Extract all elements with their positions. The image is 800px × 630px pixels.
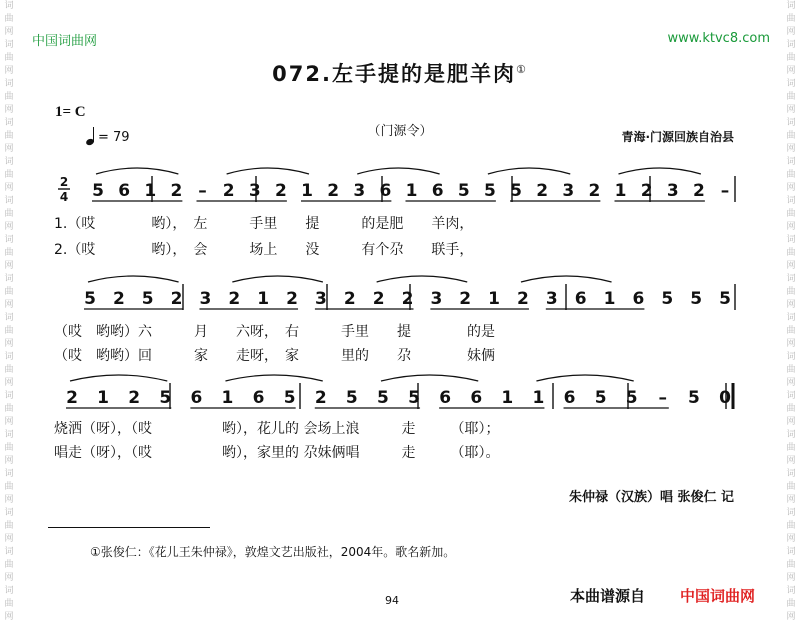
watermark-glyph: 曲 <box>786 326 796 336</box>
slur-arc <box>232 276 323 282</box>
watermark-glyph: 词 <box>4 508 14 518</box>
watermark-glyph: 网 <box>4 573 14 583</box>
watermark-glyph: 网 <box>4 183 14 193</box>
slur-arc <box>70 375 167 381</box>
score-note: – <box>720 181 730 201</box>
performer-credits: 朱仲禄（汉族）唱 张俊仁 记 <box>568 490 734 505</box>
score-note: 6 <box>252 388 265 408</box>
lyric-line-3-verse-2: 唱走（呀），（哎 哟），家里的 尕妹俩唱 走 （耶）。 <box>54 445 500 461</box>
watermark-glyph: 词 <box>4 586 14 596</box>
watermark-glyph: 曲 <box>4 209 14 219</box>
score-note: 5 <box>141 289 154 309</box>
score-note: – <box>198 181 207 201</box>
score-note: 6 <box>563 388 576 408</box>
score-note: 3 <box>353 181 366 201</box>
score-note: 6 <box>379 181 392 201</box>
watermark-glyph: 曲 <box>4 170 14 180</box>
score-note: 5 <box>661 289 674 309</box>
slur-arc <box>536 375 633 381</box>
song-origin: 青海·门源回族自治县 <box>621 130 734 144</box>
lyric-line-2-verse-2: （哎 哟哟）回 家 走呀， 家 里的 尕 妹俩 <box>54 348 495 364</box>
watermark-glyph: 网 <box>4 66 14 76</box>
score-note: 6 <box>118 181 131 201</box>
watermark-glyph: 网 <box>4 300 14 310</box>
score-note: 3 <box>248 181 261 201</box>
score-note: 5 <box>345 388 358 408</box>
watermark-glyph: 网 <box>786 222 796 232</box>
slur-arc <box>225 375 322 381</box>
watermark-glyph: 词 <box>786 352 796 362</box>
source-prefix: 本曲谱源自 <box>570 587 646 605</box>
slur-arc <box>88 276 179 282</box>
score-note: 3 <box>666 181 679 201</box>
slur-arc <box>521 276 612 282</box>
score-note: 0 <box>719 388 731 408</box>
watermark-glyph: 曲 <box>786 560 796 570</box>
score-note: 2 <box>692 181 705 201</box>
score-note: 3 <box>199 289 212 309</box>
slur-arc <box>227 168 309 174</box>
watermark-glyph: 曲 <box>786 521 796 531</box>
footnote-divider <box>48 527 210 528</box>
score-note: 2 <box>274 181 287 201</box>
score-note: 6 <box>574 289 587 309</box>
score-note: – <box>658 388 668 408</box>
score-note: 6 <box>431 181 444 201</box>
watermark-glyph: 词 <box>786 274 796 284</box>
page-number: 94 <box>385 594 399 607</box>
score-note: 6 <box>190 388 203 408</box>
watermark-glyph: 曲 <box>786 443 796 453</box>
watermark-glyph: 曲 <box>786 170 796 180</box>
watermark-glyph: 网 <box>786 417 796 427</box>
watermark-glyph: 网 <box>4 378 14 388</box>
watermark-glyph: 词 <box>786 79 796 89</box>
score-note: 2 <box>112 289 125 309</box>
watermark-glyph: 曲 <box>786 365 796 375</box>
watermark-glyph: 曲 <box>4 131 14 141</box>
score-note: 5 <box>687 388 700 408</box>
source-site-link[interactable]: 中国词曲网 <box>680 587 756 605</box>
watermark-glyph: 词 <box>4 313 14 323</box>
watermark-glyph: 词 <box>786 430 796 440</box>
score-note: 1 <box>614 181 627 201</box>
watermark-glyph: 词 <box>786 586 796 596</box>
watermark-glyph: 曲 <box>4 404 14 414</box>
watermark-glyph: 网 <box>786 339 796 349</box>
score-note: 3 <box>562 181 575 201</box>
score-note: 6 <box>439 388 452 408</box>
watermark-glyph: 词 <box>4 79 14 89</box>
site-url-link[interactable]: www.ktvc8.com <box>667 31 770 46</box>
score-note: 5 <box>408 388 420 408</box>
score-note: 2 <box>286 289 298 309</box>
song-subtitle: （门源令） <box>367 124 433 139</box>
watermark-glyph: 曲 <box>786 53 796 63</box>
score-note: 1 <box>221 388 234 408</box>
watermark-glyph: 词 <box>4 40 14 50</box>
slur-arc <box>96 168 178 174</box>
watermark-glyph: 网 <box>4 456 14 466</box>
watermark-glyph: 网 <box>786 495 796 505</box>
watermark-glyph: 词 <box>786 391 796 401</box>
time-signature-bottom: 4 <box>59 190 69 204</box>
score-note: 2 <box>459 289 472 309</box>
watermark-glyph: 曲 <box>4 92 14 102</box>
score-note: 2 <box>128 388 141 408</box>
watermark-glyph: 网 <box>786 612 796 622</box>
watermark-glyph: 词 <box>4 196 14 206</box>
watermark-glyph: 网 <box>786 573 796 583</box>
score-note: 1 <box>97 388 110 408</box>
score-note: 2 <box>372 289 385 309</box>
lyric-line-1-verse-1: 1.（哎 哟）， 左 手里 提 的是肥 羊肉， <box>54 216 474 232</box>
score-note: 5 <box>594 388 607 408</box>
watermark-glyph: 曲 <box>786 248 796 258</box>
watermark-glyph: 网 <box>4 534 14 544</box>
score-note: 1 <box>301 181 313 201</box>
watermark-glyph: 词 <box>786 196 796 206</box>
watermark-glyph: 曲 <box>4 53 14 63</box>
score-note: 2 <box>228 289 241 309</box>
watermark-glyph: 网 <box>4 417 14 427</box>
score-note: 5 <box>483 181 496 201</box>
watermark-glyph: 词 <box>786 118 796 128</box>
score-note: 6 <box>470 388 483 408</box>
watermark-glyph: 曲 <box>786 131 796 141</box>
score-note: 5 <box>625 388 638 408</box>
watermark-glyph: 词 <box>4 274 14 284</box>
watermark-glyph: 网 <box>786 261 796 271</box>
score-note: 2 <box>314 388 327 408</box>
score-note: 1 <box>144 181 157 201</box>
watermark-glyph: 曲 <box>4 599 14 609</box>
score-note: 2 <box>517 289 529 309</box>
slur-arc <box>488 168 570 174</box>
watermark-glyph: 网 <box>786 534 796 544</box>
score-note: 2 <box>588 181 601 201</box>
score-note: 1 <box>405 181 418 201</box>
score-note: 5 <box>510 181 522 201</box>
watermark-glyph: 词 <box>786 157 796 167</box>
watermark-glyph: 曲 <box>4 326 14 336</box>
score-note: 1 <box>532 388 545 408</box>
watermark-glyph: 曲 <box>786 287 796 297</box>
watermark-glyph: 曲 <box>786 404 796 414</box>
lyric-line-1-verse-2: 2.（哎 哟）， 会 场上 没 有个尕 联手， <box>54 242 474 258</box>
song-title-text: 072.左手提的是肥羊肉 <box>272 62 516 86</box>
score-note: 5 <box>159 388 172 408</box>
score-note: 3 <box>430 289 443 309</box>
lyric-line-2-verse-1: （哎 哟哟）六 月 六呀， 右 手里 提 的是 <box>54 324 495 340</box>
watermark-glyph: 曲 <box>4 482 14 492</box>
watermark-glyph: 词 <box>4 391 14 401</box>
watermark-glyph: 网 <box>786 105 796 115</box>
slur-arc <box>377 276 468 282</box>
watermark-glyph: 词 <box>4 469 14 479</box>
watermark-glyph: 网 <box>786 144 796 154</box>
watermark-glyph: 词 <box>4 547 14 557</box>
watermark-glyph: 曲 <box>4 248 14 258</box>
watermark-glyph: 网 <box>4 144 14 154</box>
watermark-glyph: 词 <box>4 235 14 245</box>
score-note: 5 <box>719 289 731 309</box>
watermark-glyph: 网 <box>786 456 796 466</box>
watermark-glyph: 网 <box>786 183 796 193</box>
watermark-glyph: 曲 <box>786 209 796 219</box>
watermark-glyph: 曲 <box>4 521 14 531</box>
score-note: 2 <box>170 289 183 309</box>
slur-arc <box>357 168 439 174</box>
score-note: 5 <box>690 289 703 309</box>
watermark-glyph: 曲 <box>4 365 14 375</box>
score-note: 5 <box>92 181 104 201</box>
watermark-glyph: 词 <box>786 508 796 518</box>
score-note: 2 <box>327 181 340 201</box>
score-note: 1 <box>257 289 270 309</box>
watermark-glyph: 曲 <box>786 92 796 102</box>
watermark-glyph: 网 <box>786 300 796 310</box>
score-note: 1 <box>501 388 514 408</box>
watermark-glyph: 网 <box>4 339 14 349</box>
watermark-glyph: 曲 <box>786 482 796 492</box>
watermark-glyph: 网 <box>4 222 14 232</box>
slur-arc <box>619 168 701 174</box>
lyric-line-3-verse-1: 烧洒（呀），（哎 哟），花儿的 会场上浪 走 （耶）； <box>54 421 500 437</box>
slur-arc <box>381 375 478 381</box>
watermark-glyph: 词 <box>4 1 14 11</box>
score-note: 6 <box>632 289 645 309</box>
watermark-glyph: 网 <box>4 495 14 505</box>
key-signature: 1= C <box>55 104 86 120</box>
watermark-glyph: 网 <box>786 378 796 388</box>
watermark-glyph: 词 <box>4 118 14 128</box>
watermark-glyph: 曲 <box>786 14 796 24</box>
score-note: 5 <box>377 388 389 408</box>
score-note: 5 <box>457 181 470 201</box>
score-note: 3 <box>545 289 558 309</box>
score-note: 2 <box>66 388 78 408</box>
watermark-glyph: 词 <box>786 1 796 11</box>
watermark-glyph: 网 <box>4 105 14 115</box>
watermark-glyph: 词 <box>4 352 14 362</box>
watermark-glyph: 曲 <box>4 14 14 24</box>
footnote-text: ①张俊仁：《花儿王朱仲禄》，敦煌文艺出版社，2004年。歌名新加。 <box>90 545 456 559</box>
footnote-mark: ① <box>515 63 528 76</box>
watermark-glyph: 网 <box>786 27 796 37</box>
score-note: 1 <box>488 289 501 309</box>
score-note: 5 <box>84 289 96 309</box>
score-note: 2 <box>536 181 549 201</box>
watermark-glyph: 网 <box>4 612 14 622</box>
score-note: 2 <box>343 289 356 309</box>
watermark-glyph: 网 <box>4 27 14 37</box>
watermark-glyph: 词 <box>786 313 796 323</box>
watermark-glyph: 词 <box>4 430 14 440</box>
score-note: 2 <box>170 181 183 201</box>
score-note: 2 <box>222 181 235 201</box>
watermark-glyph: 网 <box>4 261 14 271</box>
watermark-glyph: 词 <box>786 547 796 557</box>
watermark-glyph: 网 <box>786 66 796 76</box>
watermark-glyph: 词 <box>786 469 796 479</box>
watermark-glyph: 曲 <box>4 443 14 453</box>
watermark-glyph: 曲 <box>786 599 796 609</box>
score-note: 2 <box>401 289 414 309</box>
site-name-link[interactable]: 中国词曲网 <box>32 34 98 49</box>
watermark-glyph: 曲 <box>4 560 14 570</box>
score-note: 5 <box>283 388 296 408</box>
score-note: 3 <box>314 289 327 309</box>
tempo-value: = 79 <box>98 130 130 145</box>
score-note: 2 <box>640 181 653 201</box>
watermark-glyph: 曲 <box>4 287 14 297</box>
watermark-glyph: 词 <box>4 157 14 167</box>
time-signature-top: 2 <box>59 175 69 189</box>
score-note: 1 <box>603 289 616 309</box>
watermark-glyph: 词 <box>786 235 796 245</box>
watermark-glyph: 词 <box>786 40 796 50</box>
